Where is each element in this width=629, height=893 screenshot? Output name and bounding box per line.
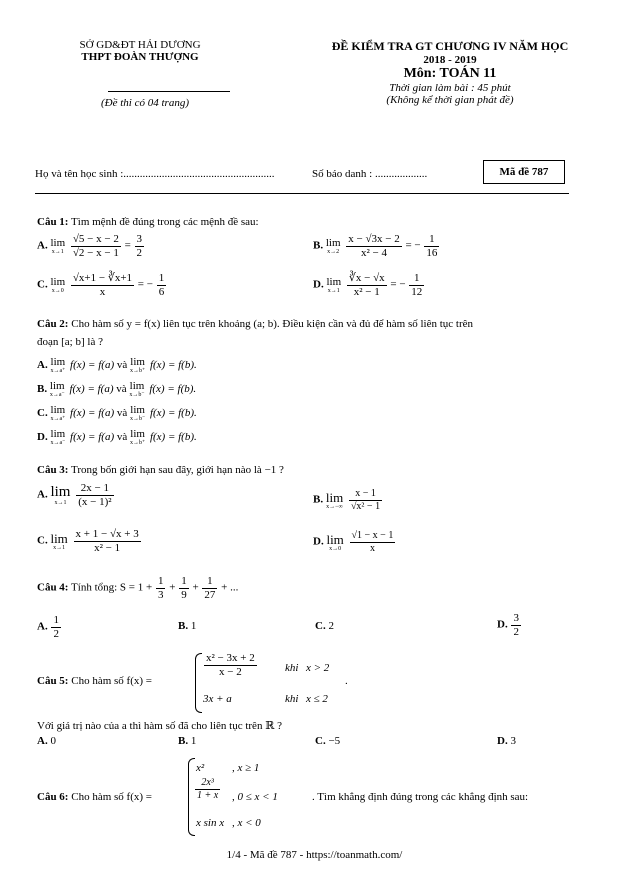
q2-option-b	[37, 381, 196, 398]
exam-time-note: (Không kể thời gian phát đề)	[386, 94, 514, 106]
q5-option-b	[178, 735, 196, 747]
q5-case2-cond: x ≤ 2	[306, 693, 328, 705]
pages-note: (Đề thi có 04 trang)	[101, 97, 189, 109]
q2-d-lim2: lim x→b⁺	[130, 428, 146, 446]
q3-a-lim: lim x→1	[50, 483, 71, 506]
q5-a-value: 0	[50, 735, 56, 747]
q4-option-a	[37, 614, 62, 640]
q3-b-letter: B.	[313, 493, 324, 506]
q5-b-value: 1	[190, 735, 197, 747]
q5-option-d	[497, 735, 516, 747]
q5-d-value: 3	[510, 735, 516, 747]
q2-a-lim1: lim x→a⁺	[50, 356, 66, 374]
q2-a-letter: A.	[37, 359, 48, 372]
q2-c-letter: C.	[37, 407, 48, 420]
q2-c-lim2: lim x→b⁻	[130, 404, 146, 422]
q5-d-letter: D.	[497, 735, 508, 747]
exam-code-box: Mã đề 787	[483, 160, 565, 184]
exam-time: Thời gian làm bài : 45 phút	[389, 82, 511, 94]
q4-c-letter: C.	[315, 620, 326, 632]
q4-option-b	[178, 620, 196, 632]
header-left	[40, 39, 240, 63]
student-name-label: Họ và tên học sinh :.......................................................	[35, 168, 275, 180]
q4-stem	[37, 575, 238, 601]
q5-brace	[195, 653, 202, 713]
q1-d-result: $\frac{1}{12}$	[411, 272, 423, 298]
q4-b-value: 1	[190, 620, 197, 632]
q4-c-value: 2	[328, 620, 334, 632]
school-name: THPT ĐOÀN THƯỢNG	[81, 51, 199, 63]
q1-a-result: $\frac{3}{2}$	[136, 233, 143, 259]
q3-label: Câu 3:	[37, 464, 69, 476]
q4-frac1: $\frac{1}{3}$	[157, 575, 164, 601]
q3-c-frac: $\frac{x + 1 - √x + 3}{\text{x² − 1}}$	[75, 528, 139, 554]
page-footer: 1/4 - Mã đề 787 - https://toanmath.com/	[226, 849, 403, 861]
q2-d-and: và	[116, 431, 128, 444]
q2-d-expr2: f(x) = f(b).	[149, 431, 197, 444]
q5-case1	[203, 652, 258, 678]
q6-stem	[37, 791, 152, 803]
q2-a-expr2: f(x) = f(b).	[149, 359, 197, 372]
q1-b-frac: $\frac{x - √3x - 2}{\text{x² − 4}}$	[348, 233, 400, 259]
dept-name: SỞ GD&ĐT HẢI DƯƠNG	[79, 39, 201, 51]
q5-text2: Với giá trị nào của a thì hàm số đã cho liên tục trên ℝ ?	[37, 720, 282, 732]
q1-label: Câu 1:	[37, 216, 69, 228]
q2-c-and: và	[116, 407, 128, 420]
q2-c-expr2: f(x) = f(b).	[149, 407, 197, 420]
q4-option-d	[497, 612, 522, 638]
q1-d-frac: $\frac{∛x - √x}{\text{x² − 1}}$	[348, 272, 385, 298]
q3-a-letter: A.	[37, 488, 48, 501]
q6-case3-expr: x sin x	[196, 817, 225, 829]
q2-b-expr2: f(x) = f(b).	[149, 383, 197, 396]
q1-option-b	[313, 233, 440, 259]
q2-a-expr1: f(x) = f(a)	[70, 359, 115, 372]
q1-d-eq: = −	[390, 278, 406, 291]
q3-option-a	[37, 482, 115, 508]
q3-d-frac: $\frac{√1 - x - 1}{x}$	[351, 530, 394, 554]
q1-b-eq: = −	[405, 239, 421, 252]
q3-option-c	[37, 528, 142, 554]
q5-b-letter: B.	[178, 735, 189, 747]
q1-c-lim: lim x→0	[50, 275, 66, 294]
q2-a-and: và	[116, 359, 128, 372]
q2-a-lim2: lim x→b⁺	[130, 356, 146, 374]
q3-a-frac: $\frac{2x - 1}{\text{(x − 1)²}}$	[78, 482, 112, 508]
q1-c-result: $\frac{1}{6}$	[158, 272, 165, 298]
q5-case2-expr: 3x + a	[203, 693, 232, 705]
q4-frac3: $\frac{1}{27}$	[204, 575, 216, 601]
q4-plus2: +	[192, 581, 199, 594]
q5-c-value: −5	[328, 735, 341, 747]
q6-case2	[194, 777, 221, 801]
q2-d-letter: D.	[37, 431, 48, 444]
q5-stem	[37, 675, 152, 687]
q5-option-c	[315, 735, 340, 747]
q4-label: Câu 4:	[37, 581, 69, 594]
q1-a-frac: $\frac{√5 - x - 2}{√2 - x - 1}$	[72, 233, 119, 259]
q5-case1-khi: khi	[285, 662, 299, 674]
q5-option-a	[37, 735, 56, 747]
q3-text: Trong bốn giới hạn sau đây, giới hạn nào là −1 ?	[71, 464, 284, 476]
q2-b-expr1: f(x) = f(a)	[69, 383, 114, 396]
q6-case1-cond: , x ≥ 1	[232, 762, 260, 774]
q2-b-letter: B.	[37, 383, 48, 396]
q4-a-frac: $\frac{1}{2}$	[53, 614, 59, 640]
q1-a-lim: lim x→1	[50, 236, 66, 255]
q6-case2-cond: , 0 ≤ x < 1	[232, 791, 278, 803]
q2-d-expr1: f(x) = f(a)	[70, 431, 115, 444]
q6-text: Cho hàm số f(x) =	[71, 791, 152, 803]
q1-d-letter: D.	[313, 278, 324, 291]
q2-d-lim1: lim x→a⁻	[50, 428, 66, 446]
q5-text: Cho hàm số f(x) =	[71, 675, 152, 687]
q1-c-frac: $\frac{√x+1 - ∛x+1}{x}$	[72, 272, 133, 298]
q1-a-letter: A.	[37, 239, 48, 252]
separator	[35, 193, 569, 194]
q5-label: Câu 5:	[37, 675, 69, 687]
q4-d-frac: $\frac{3}{2}$	[513, 612, 519, 638]
q1-option-c	[37, 272, 167, 298]
exam-year: 2018 - 2019	[423, 54, 477, 66]
q3-d-letter: D.	[313, 535, 324, 548]
q2-text: Cho hàm số y = f(x) liên tục trên khoảng (a; b). Điều kiện cần và đủ để hàm số liên tục trên	[71, 318, 474, 330]
q4-d-letter: D.	[497, 618, 508, 631]
q5-case1-frac: $\frac{\text{x² − 3x + 2}}{x - 2}$	[206, 652, 255, 678]
q4-option-c	[315, 620, 334, 632]
q1-a-eq: =	[124, 239, 131, 252]
q4-tail: + ...	[221, 581, 239, 594]
q2-b-lim1: lim x→a⁻	[49, 380, 65, 398]
q6-tail: . Tìm khẳng định đúng trong các khẳng định sau:	[312, 791, 529, 803]
q2-option-a	[37, 357, 197, 374]
q2-b-lim2: lim x→b⁻	[129, 380, 145, 398]
q3-c-lim: lim x→1	[50, 530, 68, 551]
q3-option-b	[313, 488, 383, 512]
q3-d-lim: lim x→0	[326, 531, 344, 552]
header-left-rule	[108, 91, 230, 92]
q5-dot: .	[345, 675, 348, 687]
q2-label: Câu 2:	[37, 318, 69, 330]
q2-c-expr1: f(x) = f(a)	[70, 407, 115, 420]
q2-option-c	[37, 405, 197, 422]
q6-case3-cond: , x < 0	[232, 817, 261, 829]
q1-text: Tìm mệnh đề đúng trong các mệnh đề sau:	[71, 216, 259, 228]
q4-text: Tính tổng: S = 1 +	[71, 581, 153, 594]
q3-c-letter: C.	[37, 534, 48, 547]
q2-option-d	[37, 429, 197, 446]
q4-plus1: +	[169, 581, 176, 594]
q3-b-frac: $\frac{x - 1}{\text{√x² − 1}}$	[350, 488, 381, 512]
q3-option-d	[313, 530, 396, 554]
q4-a-letter: A.	[37, 620, 48, 633]
q1-b-result: $\frac{1}{16}$	[426, 233, 438, 259]
q1-b-lim: lim x→2	[325, 236, 341, 255]
header-right	[300, 39, 600, 106]
q1-c-eq: = −	[137, 278, 153, 291]
q1-option-a	[37, 233, 145, 259]
q5-case2-khi: khi	[285, 693, 299, 705]
exam-title: ĐỀ KIỂM TRA GT CHƯƠNG IV NĂM HỌC	[331, 39, 569, 53]
q4-b-letter: B.	[178, 620, 189, 632]
q5-a-letter: A.	[37, 735, 48, 747]
q6-case2-frac: $\frac{\text{2x³}}{1 + x}$	[197, 777, 219, 801]
q2-stem	[37, 318, 473, 330]
q1-option-d	[313, 272, 425, 298]
q4-frac2: $\frac{1}{9}$	[181, 575, 187, 601]
student-id-label: Số báo danh : ...................	[312, 168, 428, 180]
q6-label: Câu 6:	[37, 791, 69, 803]
q1-c-letter: C.	[37, 278, 48, 291]
q1-b-letter: B.	[313, 239, 324, 252]
q5-case1-cond: x > 2	[306, 662, 330, 674]
q1-stem	[37, 216, 259, 228]
q3-stem	[37, 464, 284, 476]
q2-text2: đoạn [a; b] là ?	[37, 336, 103, 348]
q6-case1-expr: x²	[196, 762, 205, 774]
q3-b-lim: lim x→−∞	[325, 489, 344, 510]
q1-d-lim: lim x→1	[326, 275, 342, 294]
q5-c-letter: C.	[315, 735, 326, 747]
q2-b-and: và	[116, 383, 127, 396]
exam-subject: Môn: TOÁN 11	[403, 66, 497, 81]
q2-c-lim1: lim x→a⁺	[50, 404, 66, 422]
